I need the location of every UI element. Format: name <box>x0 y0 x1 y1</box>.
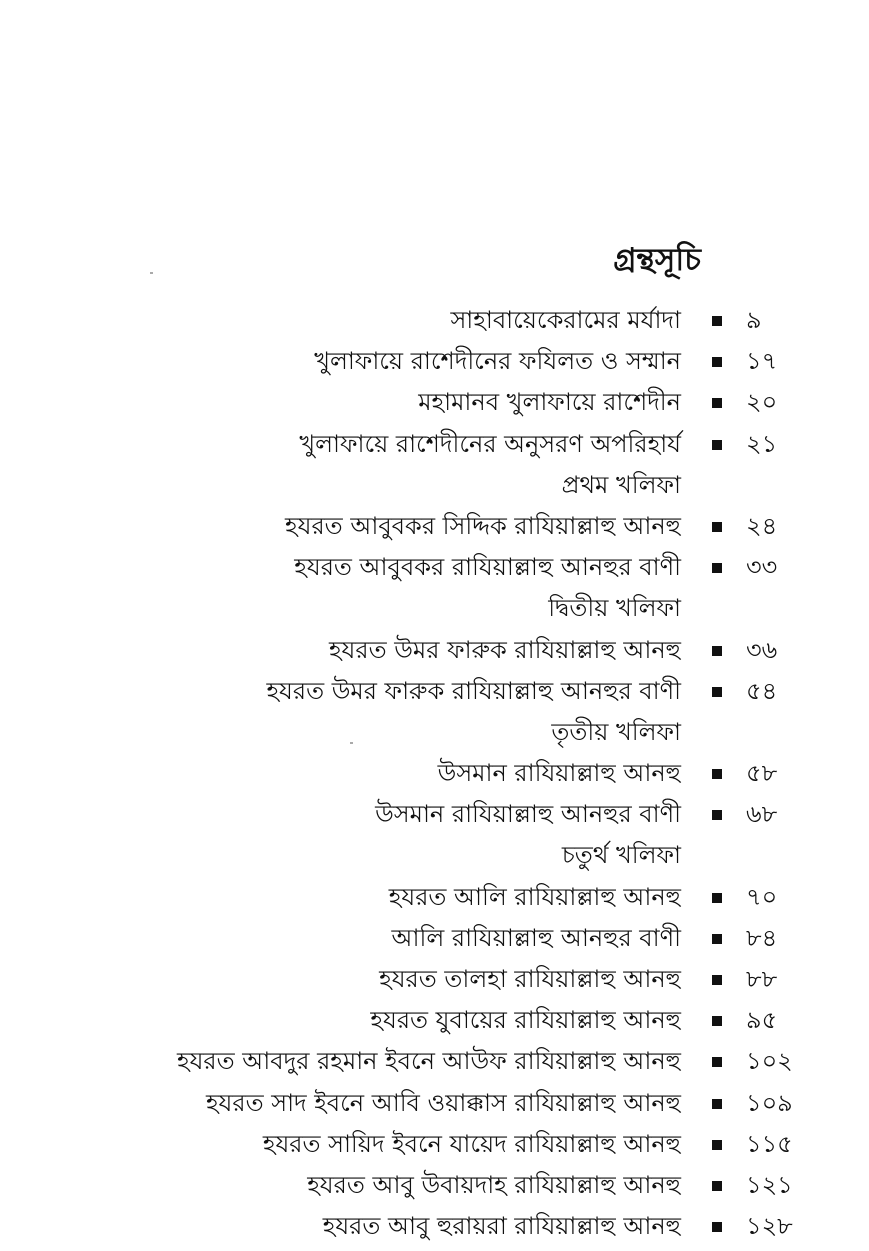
square-bullet-icon <box>712 934 722 944</box>
toc-entry <box>0 1083 869 1124</box>
page-number: ৩৬ <box>746 635 778 664</box>
entry-title: খুলাফায়ে রাশেদীনের অনুসরণ অপরিহার্য <box>299 429 681 458</box>
entry-title: হযরত আবুবকর রাযিয়াল্লাহু আনহুর বাণী <box>294 553 681 582</box>
entry-title: উসমান রাযিয়াল্লাহু আনহুর বাণী <box>375 800 681 829</box>
toc-entry <box>0 1124 869 1165</box>
toc-entry <box>0 300 869 341</box>
contents-list <box>0 300 869 1247</box>
square-bullet-icon <box>712 1099 722 1109</box>
entry-title: উসমান রাযিয়াল্লাহু আনহু <box>437 759 681 788</box>
entry-title: হযরত উমর ফারুক রাযিয়াল্লাহু আনহুর বাণী <box>266 676 681 705</box>
section-title: তৃতীয় খলিফা <box>551 717 681 746</box>
toc-entry <box>0 1000 869 1041</box>
page-number: ১০২ <box>746 1047 793 1076</box>
square-bullet-icon <box>712 1181 722 1191</box>
page-number: ৬৮ <box>746 800 778 829</box>
toc-entry <box>0 506 869 547</box>
page-number: ১৭ <box>746 347 778 376</box>
print-speck <box>150 272 153 274</box>
section-title: চতুর্থ খলিফা <box>561 841 681 870</box>
square-bullet-icon <box>712 1057 722 1067</box>
square-bullet-icon <box>712 522 722 532</box>
page-number: ৯৫ <box>746 1006 778 1035</box>
toc-entry <box>0 1165 869 1206</box>
page-number: ১০৯ <box>746 1088 793 1117</box>
square-bullet-icon <box>712 810 722 820</box>
toc-entry <box>0 424 869 465</box>
entry-title: সাহাবায়েকেরামের মর্যাদা <box>450 306 681 334</box>
square-bullet-icon <box>712 893 722 903</box>
entry-title: হযরত আবু হুরায়রা রাযিয়াল্লাহু আনহু <box>322 1212 681 1241</box>
entry-title: হযরত সাদ ইবনে আবি ওয়াক্কাস রাযিয়াল্লাহু আনহু <box>205 1088 681 1117</box>
toc-entry <box>0 918 869 959</box>
entry-title: হযরত আবু উবায়দাহ রাযিয়াল্লাহু আনহু <box>307 1170 681 1199</box>
entry-title: হযরত উমর ফারুক রাযিয়াল্লাহু আনহু <box>328 635 681 664</box>
square-bullet-icon <box>712 563 722 573</box>
page-number: ১১৫ <box>746 1129 793 1158</box>
section-heading <box>0 588 869 629</box>
entry-title: হযরত আলি রাযিয়াল্লাহু আনহু <box>388 882 681 911</box>
square-bullet-icon <box>712 1016 722 1026</box>
page-number: ৫৪ <box>746 676 778 705</box>
section-heading <box>0 465 869 506</box>
toc-entry <box>0 794 869 835</box>
toc-entry <box>0 1041 869 1082</box>
entry-title: খুলাফায়ে রাশেদীনের ফযিলত ও সম্মান <box>314 347 681 376</box>
section-title: প্রথম খলিফা <box>561 470 681 499</box>
page-number: ২১ <box>746 429 778 458</box>
square-bullet-icon <box>712 975 722 985</box>
square-bullet-icon <box>712 440 722 450</box>
contents-heading: গ্রন্থসূচি <box>613 242 701 278</box>
square-bullet-icon <box>712 316 722 326</box>
toc-entry <box>0 753 869 794</box>
page-number: ৮৪ <box>746 923 778 952</box>
square-bullet-icon <box>712 687 722 697</box>
section-title: দ্বিতীয় খলিফা <box>548 594 681 623</box>
toc-entry <box>0 1206 869 1247</box>
entry-title: হযরত আবুবকর সিদ্দিক রাযিয়াল্লাহু আনহু <box>285 511 681 540</box>
toc-entry <box>0 671 869 712</box>
page-number: ৫৮ <box>746 759 778 788</box>
square-bullet-icon <box>712 357 722 367</box>
square-bullet-icon <box>712 646 722 656</box>
toc-entry <box>0 547 869 588</box>
toc-entry <box>0 382 869 423</box>
page-number: ২৪ <box>746 511 778 540</box>
entry-title: মহামানব খুলাফায়ে রাশেদীন <box>418 388 681 417</box>
square-bullet-icon <box>712 1140 722 1150</box>
page-number: ১২১ <box>746 1170 793 1199</box>
page-number: ৮৮ <box>746 965 778 993</box>
page-number: ৩৩ <box>746 553 778 582</box>
entry-title: হযরত তালহা রাযিয়াল্লাহু আনহু <box>379 965 681 993</box>
square-bullet-icon <box>712 769 722 779</box>
page-number: ৯ <box>746 306 762 334</box>
entry-title: হযরত আবদুর রহমান ইবনে আউফ রাযিয়াল্লাহু আনহু <box>177 1047 681 1076</box>
page-number: ৭০ <box>746 882 778 911</box>
toc-entry <box>0 341 869 382</box>
print-speck <box>350 742 353 744</box>
section-heading <box>0 835 869 876</box>
page-number: ১২৮ <box>746 1212 793 1241</box>
page-number: ২০ <box>746 388 778 417</box>
square-bullet-icon <box>712 398 722 408</box>
toc-entry <box>0 630 869 671</box>
toc-entry <box>0 959 869 1000</box>
square-bullet-icon <box>712 1222 722 1232</box>
entry-title: হযরত যুবায়ের রাযিয়াল্লাহু আনহু <box>370 1006 681 1035</box>
entry-title: আলি রাযিয়াল্লাহু আনহুর বাণী <box>391 923 681 952</box>
section-heading <box>0 712 869 753</box>
toc-entry <box>0 877 869 918</box>
entry-title: হযরত সায়িদ ইবনে যায়েদ রাযিয়াল্লাহু আনহু <box>262 1129 681 1158</box>
